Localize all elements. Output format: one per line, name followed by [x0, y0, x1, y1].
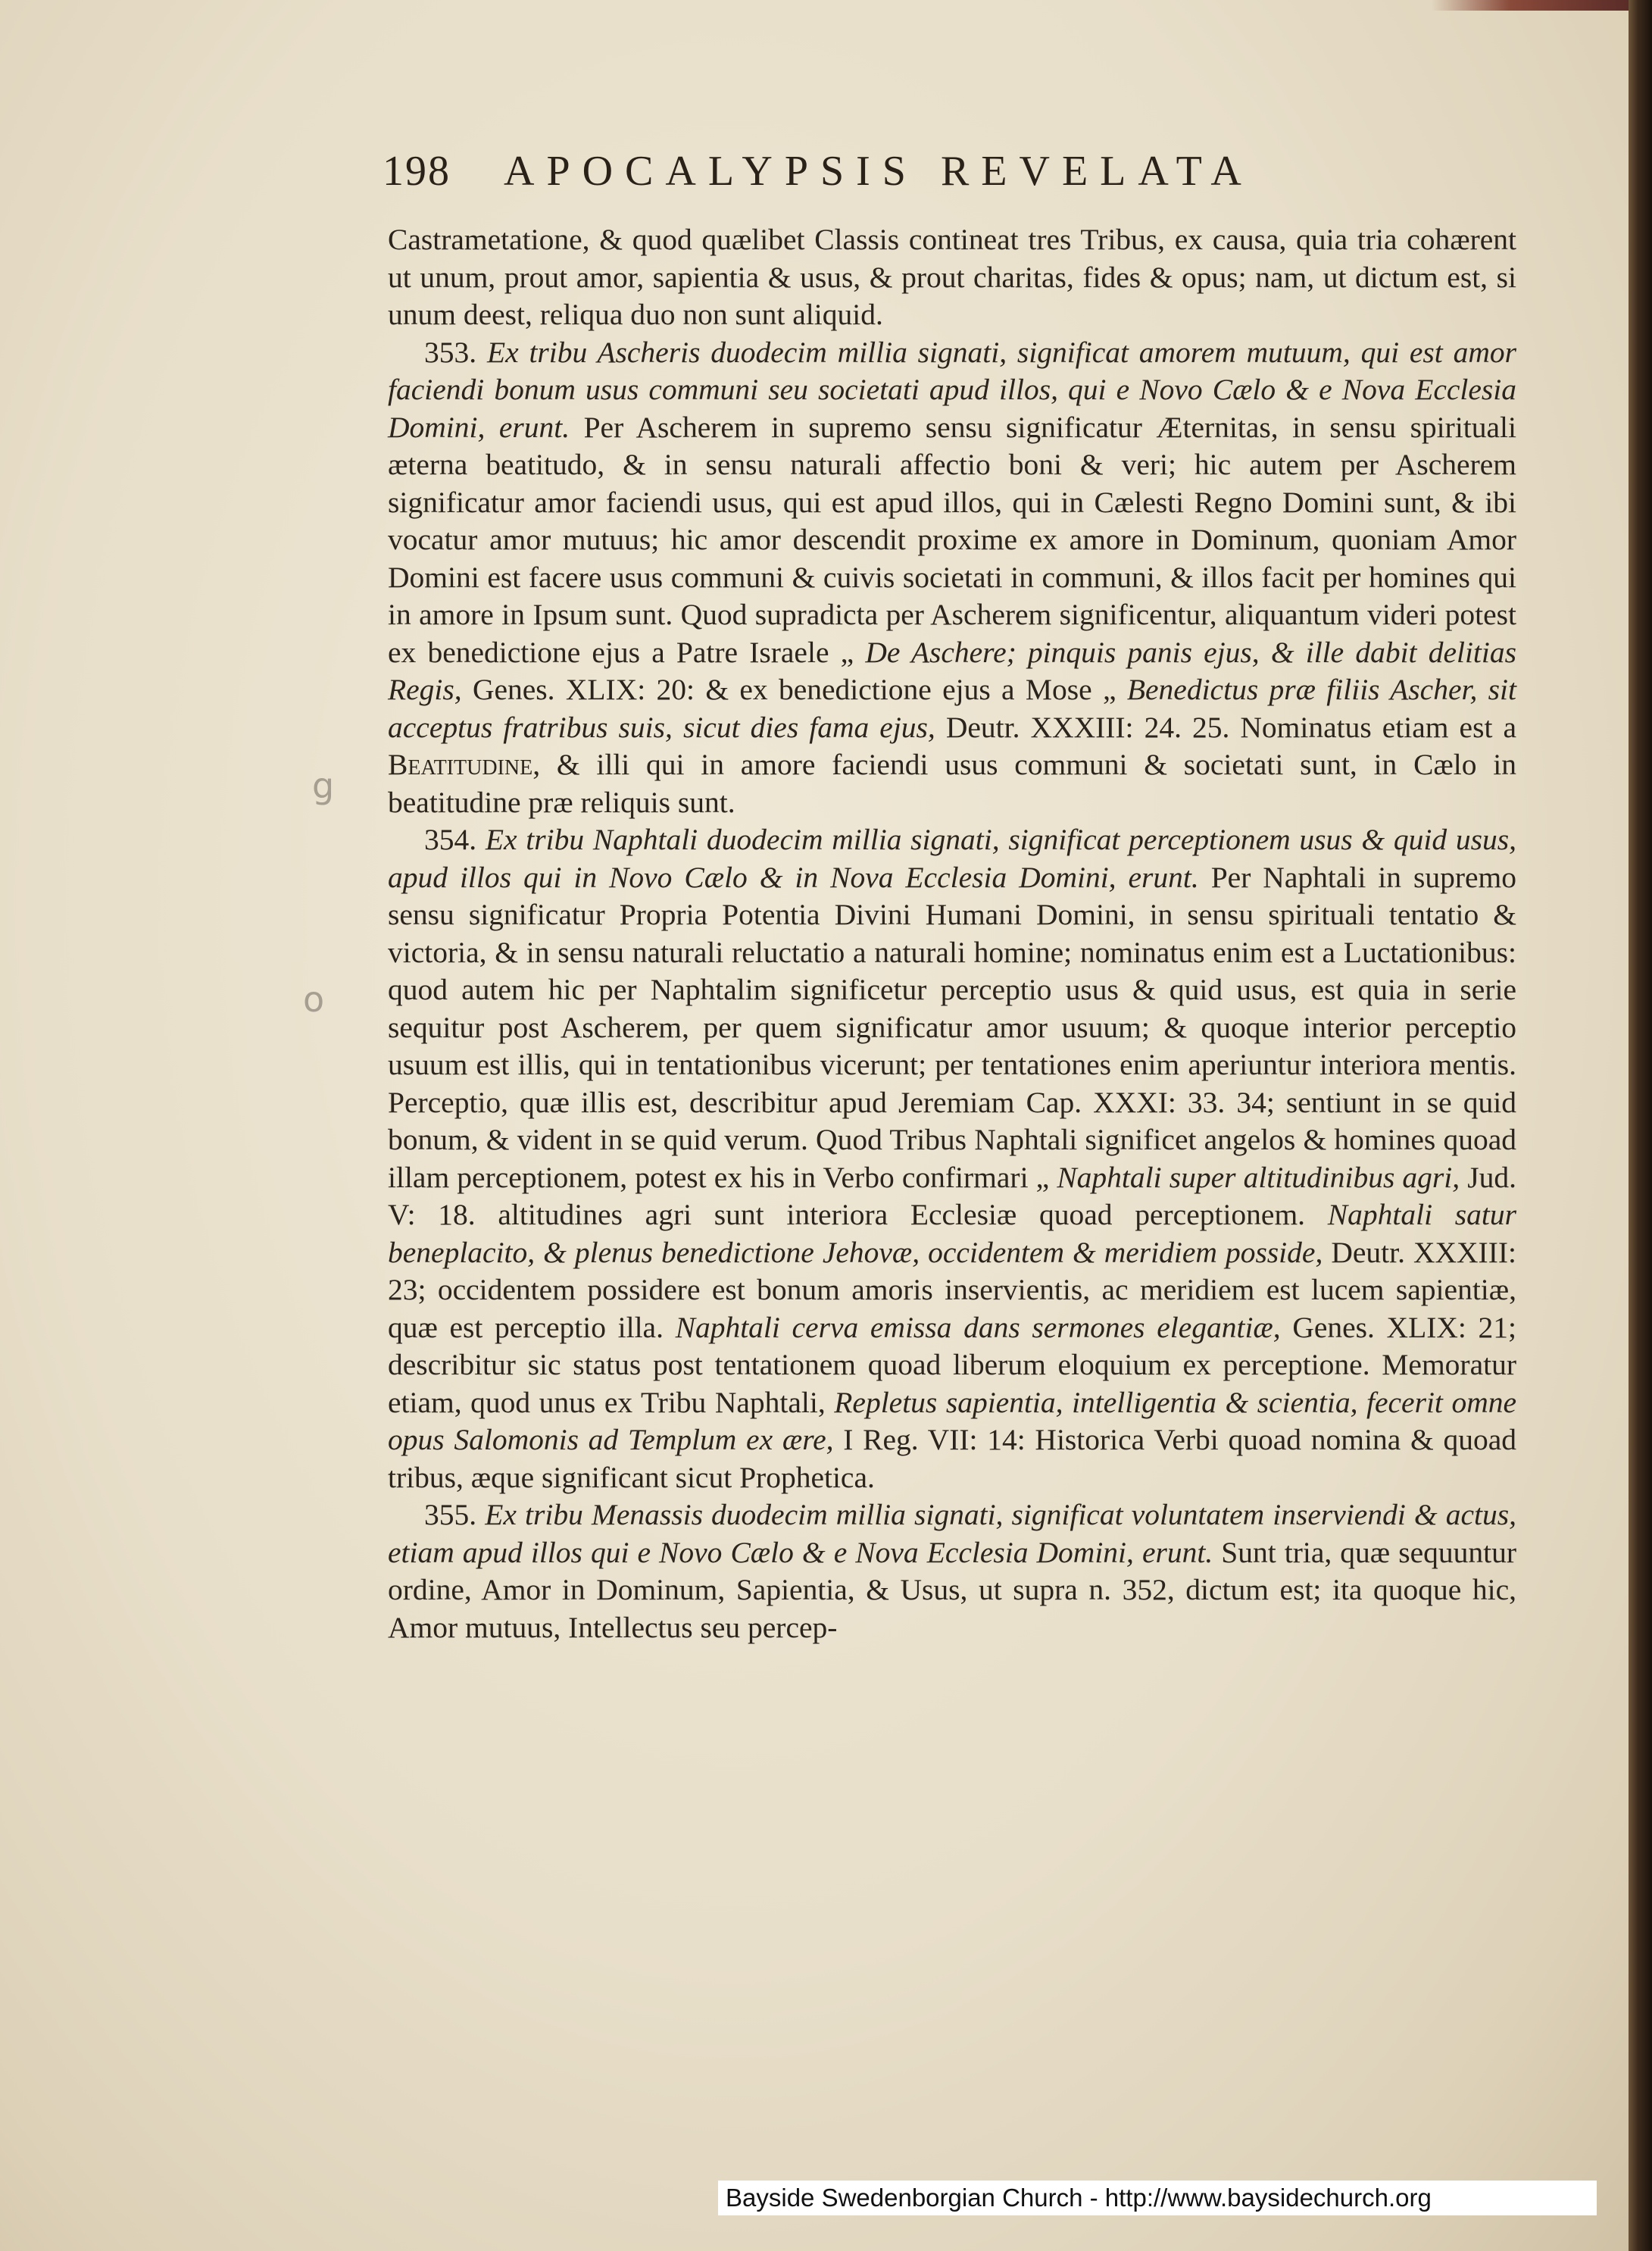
paragraph-text: I Reg. VII: 14: Historica Verbi quoad nomina & quoad tribus, æque significant sicut Prophetica. — [388, 1423, 1516, 1494]
running-title: APOCALYPSIS REVELATA — [504, 148, 1254, 195]
margin-note: o — [303, 979, 325, 1020]
scripture-quote: Naphtali satur beneplacito, & plenus benedictione Jehovæ, occidentem & meridiem posside, — [388, 1198, 1516, 1269]
paragraph-number: 355. — [424, 1498, 477, 1531]
paragraph-text: Genes. XLIX: 20: & ex benedictione ejus a Mose „ — [472, 673, 1116, 706]
margin-note: g — [312, 765, 335, 806]
paragraph-number: 353. — [424, 335, 477, 369]
paragraph-text: Sunt tria, quæ sequuntur ordine, Amor in Dominum, Sapientia, & Usus, ut supra n. 352, dictum est; ita quoque hic, Amor mutuus, Intellectus seu percep- — [388, 1535, 1516, 1644]
scripture-quote: De Aschere; pinquis panis ejus, & ille dabit delitias Regis, — [388, 635, 1517, 706]
small-caps-word: Beatitudine — [388, 748, 533, 781]
paragraph-353 — [388, 334, 1516, 822]
paragraph-lead: Ex tribu Naphtali duodecim millia signati, significat perceptionem usus & quid usus, apud illos qui in Novo Cælo & in Nova Ecclesia Domini, erunt. — [388, 823, 1516, 894]
paragraph-text: Per Naphtali in supremo sensu significatur Propria Potentia Divini Humani Domini, in sensu spirituali tentatio & victoria, & in sensu naturali reluctatio a naturali homine; nominatus enim est a Luctationibus: quod autem hic per Naphtalim significetur perceptio usus & quid usus, est quia in serie sequitur post Ascherem, per quem significatur amor usuum; & quoque interior perceptio usuum est illis, qui in tentationibus vicerunt; per tentationes enim aperiuntur interiora mentis. Perceptio, quæ illis est, describitur apud Jeremiam Cap. XXXI: 33. 34; sentiunt in se quid bonum, & vident in se quid verum. Quod Tribus Naphtali significet angelos & homines quoad illam perceptionem, potest ex his in Verbo confirmari „ — [388, 860, 1516, 1194]
paragraph-text: , & illi qui in amore faciendi usus communi & societati sunt, in Cælo in beatitudine præ reliquis sunt. — [388, 748, 1516, 819]
paragraph-text: Jud. V: 18. altitudines agri sunt interiora Ecclesiæ quoad perceptionem. — [388, 1160, 1517, 1231]
scripture-quote: Benedictus præ filiis Ascher, sit acceptus fratribus suis, sicut dies fama ejus, — [388, 673, 1516, 744]
page-header — [383, 142, 1458, 203]
paragraph-number: 354. — [424, 823, 477, 856]
paragraph-354 — [388, 821, 1516, 1496]
page-edge-shadow — [1629, 0, 1652, 2251]
paragraph-text: Deutr. XXXIII: 24. 25. Nominatus etiam est a — [945, 710, 1517, 744]
page-number: 198 — [383, 148, 451, 195]
footer-credit: Bayside Swedenborgian Church - http://www.baysidechurch.org — [718, 2181, 1597, 2215]
body-text — [388, 221, 1516, 1646]
paragraph-text: Deutr. XXXIII: 23; occidentem possidere est bonum amoris inservientis, ac meridiem est lucem sapientiæ, quæ est perceptio illa. — [388, 1235, 1516, 1344]
paragraph-text: Castrametatione, & quod quælibet Classis contineat tres Tribus, ex causa, quia tria cohærent ut unum, prout amor, sapientia & usus, & prout charitas, fides & opus; nam, ut dictum est, si unum deest, reliqua duo non sunt aliquid. — [388, 223, 1516, 331]
scripture-quote: Naphtali super altitudinibus agri, — [1057, 1160, 1460, 1194]
paragraph-text: Per Ascherem in supremo sensu significatur Æternitas, in sensu spirituali æterna beatitudo, & in sensu naturali affectio boni & veri; hic autem per Ascherem significatur amor faciendi usus, qui est apud illos, qui in Cælesti Regno Domini sunt, & ibi vocatur amor mutuus; hic amor descendit proxime ex amore in Dominum, quoniam Amor Domini est facere usus communi & cuivis societati in communi, & illos facit per homines qui in amore in Ipsum sunt. Quod supradicta per Ascherem significentur, aliquantum videri potest ex benedictione ejus a Patre Israele „ — [388, 410, 1516, 669]
paragraph-lead: Ex tribu Ascheris duodecim millia signati, significat amorem mutuum, qui est amor faciendi bonum usus communi seu societati apud illos, qui e Novo Cælo & e Nova Ecclesia Domini, erunt. — [388, 335, 1517, 444]
paragraph-continuation — [388, 221, 1516, 334]
scripture-quote: Repletus sapientia, intelligentia & scientia, fecerit omne opus Salomonis ad Templum ex ære, — [388, 1385, 1516, 1456]
paragraph-lead: Ex tribu Menassis duodecim millia signati, significat voluntatem inserviendi & actus, etiam apud illos qui e Novo Cælo & e Nova Ecclesia Domini, erunt. — [388, 1498, 1516, 1569]
scripture-quote: Naphtali cerva emissa dans sermones elegantiæ, — [675, 1310, 1281, 1344]
paragraph-355 — [388, 1496, 1516, 1646]
paragraph-text: Genes. XLIX: 21; describitur sic status post tentationem quoad liberum eloquium ex perceptione. Memoratur etiam, quod unus ex Tribu Naphtali, — [388, 1310, 1516, 1419]
binding-strip — [1432, 0, 1629, 11]
